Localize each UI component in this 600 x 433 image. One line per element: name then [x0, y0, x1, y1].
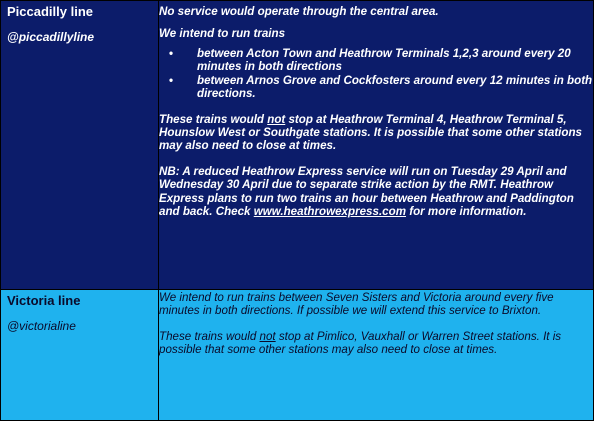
paragraph-text: for more information. [406, 205, 527, 219]
piccadilly-row [1, 1, 594, 290]
bullet-text: between Arnos Grove and Cockfosters around every 12 minutes in both directions. [197, 73, 593, 101]
bullet-icon: • [169, 73, 174, 87]
victoria-paragraph-1: We intend to run trains between Seven Sisters and Victoria around every five minutes in both directions. If possible we will extend this service to Brixton. [159, 291, 554, 318]
paragraph-text: stop at Heathrow Terminal 4, Heathrow Terminal 5, Hounslow West or Southgate stations. It is possible that some other stations may also need to close at times. [159, 112, 583, 153]
victoria-paragraph-2 [159, 330, 593, 365]
paragraph-text: NB: A reduced Heathrow Express service will run on Tuesday 29 April and Wednesday 30 April due to separate strike action by the RMT. Heathrow Express plans to run two trains an hour between Heathrow and Paddington and back. Check [159, 164, 574, 219]
piccadilly-paragraph-4 [159, 165, 593, 225]
emphasis-not: not [267, 112, 286, 126]
piccadilly-paragraph-1: No service would operate through the central area. [159, 5, 439, 18]
bullet-icon: • [169, 47, 174, 60]
victoria-description [159, 290, 594, 421]
heathrow-express-link[interactable]: www.heathrowexpress.com [253, 205, 407, 219]
victoria-row [1, 290, 594, 421]
list-item [169, 73, 593, 101]
paragraph-text: These trains would [159, 112, 268, 126]
list-item [169, 47, 593, 74]
piccadilly-line-name: Piccadilly line [7, 4, 93, 19]
piccadilly-bullet-list [159, 47, 593, 101]
paragraph-text: stop at Pimlico, Vauxhall or Warren Street stations. It is possible that some other stations may also need to close at times. [159, 329, 562, 357]
emphasis-not: not [259, 329, 276, 343]
piccadilly-name-cell [1, 1, 159, 290]
piccadilly-description [159, 1, 594, 290]
piccadilly-paragraph-3 [159, 113, 593, 153]
paragraph-text: These trains would [159, 329, 260, 343]
piccadilly-paragraph-2: We intend to run trains [159, 27, 286, 40]
victoria-line-name: Victoria line [7, 293, 81, 308]
piccadilly-twitter-handle: @piccadillyline [7, 30, 95, 44]
victoria-twitter-handle: @victorialine [7, 319, 76, 333]
bullet-text: between Acton Town and Heathrow Terminals 1,2,3 around every 20 minutes in both directions [197, 47, 571, 74]
victoria-name-cell [1, 290, 159, 421]
